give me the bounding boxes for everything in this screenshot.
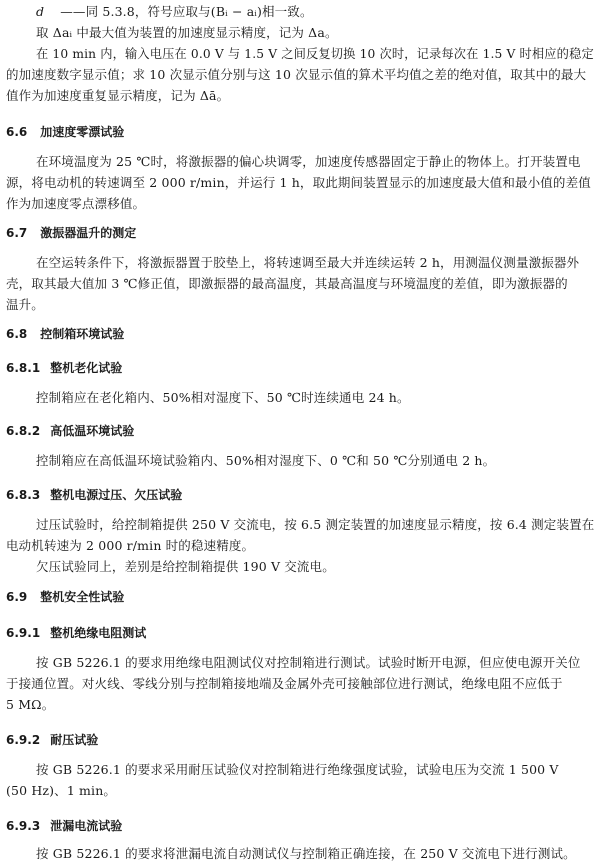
intro-d-line	[36, 4, 313, 20]
s683-line-3: 欠压试验同上，差别是给控制箱提供 190 V 交流电。	[36, 559, 335, 574]
s691-line-1: 按 GB 5226.1 的要求用绝缘电阻测试仪对控制箱进行测试。试验时断开电源，但应使电源开关位	[36, 655, 581, 670]
s682-line-1: 控制箱应在高低温环境试验箱内、50%相对湿度下、0 ℃和 50 ℃分别通电 2 h。	[36, 453, 496, 468]
s691-line-2: 于接通位置。对火线、零线分别与控制箱接地端及金属外壳可接触部位进行测试，绝缘电阻不应低于	[6, 676, 563, 691]
section-6-6-heading	[6, 124, 124, 140]
s691-line-3: 5 MΩ。	[6, 697, 55, 712]
section-title: 整机老化试验	[50, 361, 123, 375]
section-number: 6.9.1	[6, 626, 41, 640]
section-6-9-1-heading	[6, 625, 146, 641]
s693-line-1: 按 GB 5226.1 的要求将泄漏电流自动测试仪与控制箱正确连接，在 250 V 交流电下进行测试。	[36, 846, 576, 861]
section-number: 6.9	[6, 590, 28, 604]
intro-line-5: 值作为加速度重复显示精度，记为 Δā。	[6, 88, 230, 103]
s683-line-1: 过压试验时，给控制箱提供 250 V 交流电，按 6.5 测定装置的加速度显示精度，按 6.4 测定装置在	[36, 517, 595, 532]
section-title: 激振器温升的测定	[40, 226, 137, 240]
s66-line-3: 作为加速度零点漂移值。	[6, 196, 146, 211]
section-title: 整机电源过压、欠压试验	[50, 488, 183, 502]
intro-line-2: 取 Δaᵢ 中最大值为装置的加速度显示精度，记为 Δa。	[36, 25, 338, 40]
section-6-8-3-heading	[6, 487, 182, 503]
s67-line-2: 壳，取其最大值加 3 ℃修正值，即激振器的最高温度，其最高温度与环境温度的差值，即为激振器的	[6, 276, 568, 291]
section-number: 6.6	[6, 125, 28, 139]
d-definition: ——同 5.3.8，符号应取与(Bᵢ − aᵢ)相一致。	[60, 4, 313, 19]
section-6-9-heading	[6, 589, 124, 605]
s66-line-1: 在环境温度为 25 ℃时，将激振器的偏心块调零，加速度传感器固定于静止的物体上。打开装置电	[36, 154, 581, 169]
section-6-7-heading	[6, 225, 136, 241]
s66-line-2: 源，将电动机的转速调至 2 000 r/min，并运行 1 h，取此期间装置显示的加速度最大值和最小值的差值	[6, 175, 591, 190]
section-title: 耐压试验	[50, 733, 99, 747]
s67-line-1: 在空运转条件下，将激振器置于胶垫上，将转速调至最大并连续运转 2 h，用测温仪测量激振器外	[36, 255, 580, 270]
section-6-9-3-heading	[6, 818, 122, 834]
section-number: 6.8	[6, 327, 28, 341]
s692-line-1: 按 GB 5226.1 的要求采用耐压试验仪对控制箱进行绝缘强度试验，试验电压为交流 1 500 V	[36, 762, 559, 777]
section-6-9-2-heading	[6, 732, 98, 748]
section-6-8-heading	[6, 326, 124, 342]
section-title: 泄漏电流试验	[50, 819, 123, 833]
intro-line-3: 在 10 min 内，输入电压在 0.0 V 与 1.5 V 之间反复切换 10 次时，记录每次在 1.5 V 时相应的稳定	[36, 46, 594, 61]
section-title: 整机绝缘电阻测试	[50, 626, 147, 640]
d-symbol: d	[36, 4, 45, 19]
s681-line-1: 控制箱应在老化箱内、50%相对湿度下、50 ℃时连续通电 24 h。	[36, 390, 410, 405]
s692-line-2: (50 Hz)、1 min。	[6, 783, 117, 798]
s683-line-2: 电动机转速为 2 000 r/min 时的稳速精度。	[6, 538, 255, 553]
section-number: 6.8.3	[6, 488, 41, 502]
section-number: 6.7	[6, 226, 28, 240]
section-number: 6.9.3	[6, 819, 41, 833]
section-title: 加速度零漂试验	[40, 125, 125, 139]
s67-line-3: 温升。	[6, 297, 44, 312]
section-6-8-1-heading	[6, 360, 122, 376]
section-number: 6.8.1	[6, 361, 41, 375]
section-title: 高低温环境试验	[50, 424, 135, 438]
intro-line-4: 的加速度数字显示值；求 10 次显示值分别与这 10 次显示值的算术平均值之差的绝对值，取其中的最大	[6, 67, 587, 82]
section-6-8-2-heading	[6, 423, 134, 439]
section-title: 控制箱环境试验	[40, 327, 125, 341]
section-title: 整机安全性试验	[40, 590, 125, 604]
section-number: 6.8.2	[6, 424, 41, 438]
section-number: 6.9.2	[6, 733, 41, 747]
